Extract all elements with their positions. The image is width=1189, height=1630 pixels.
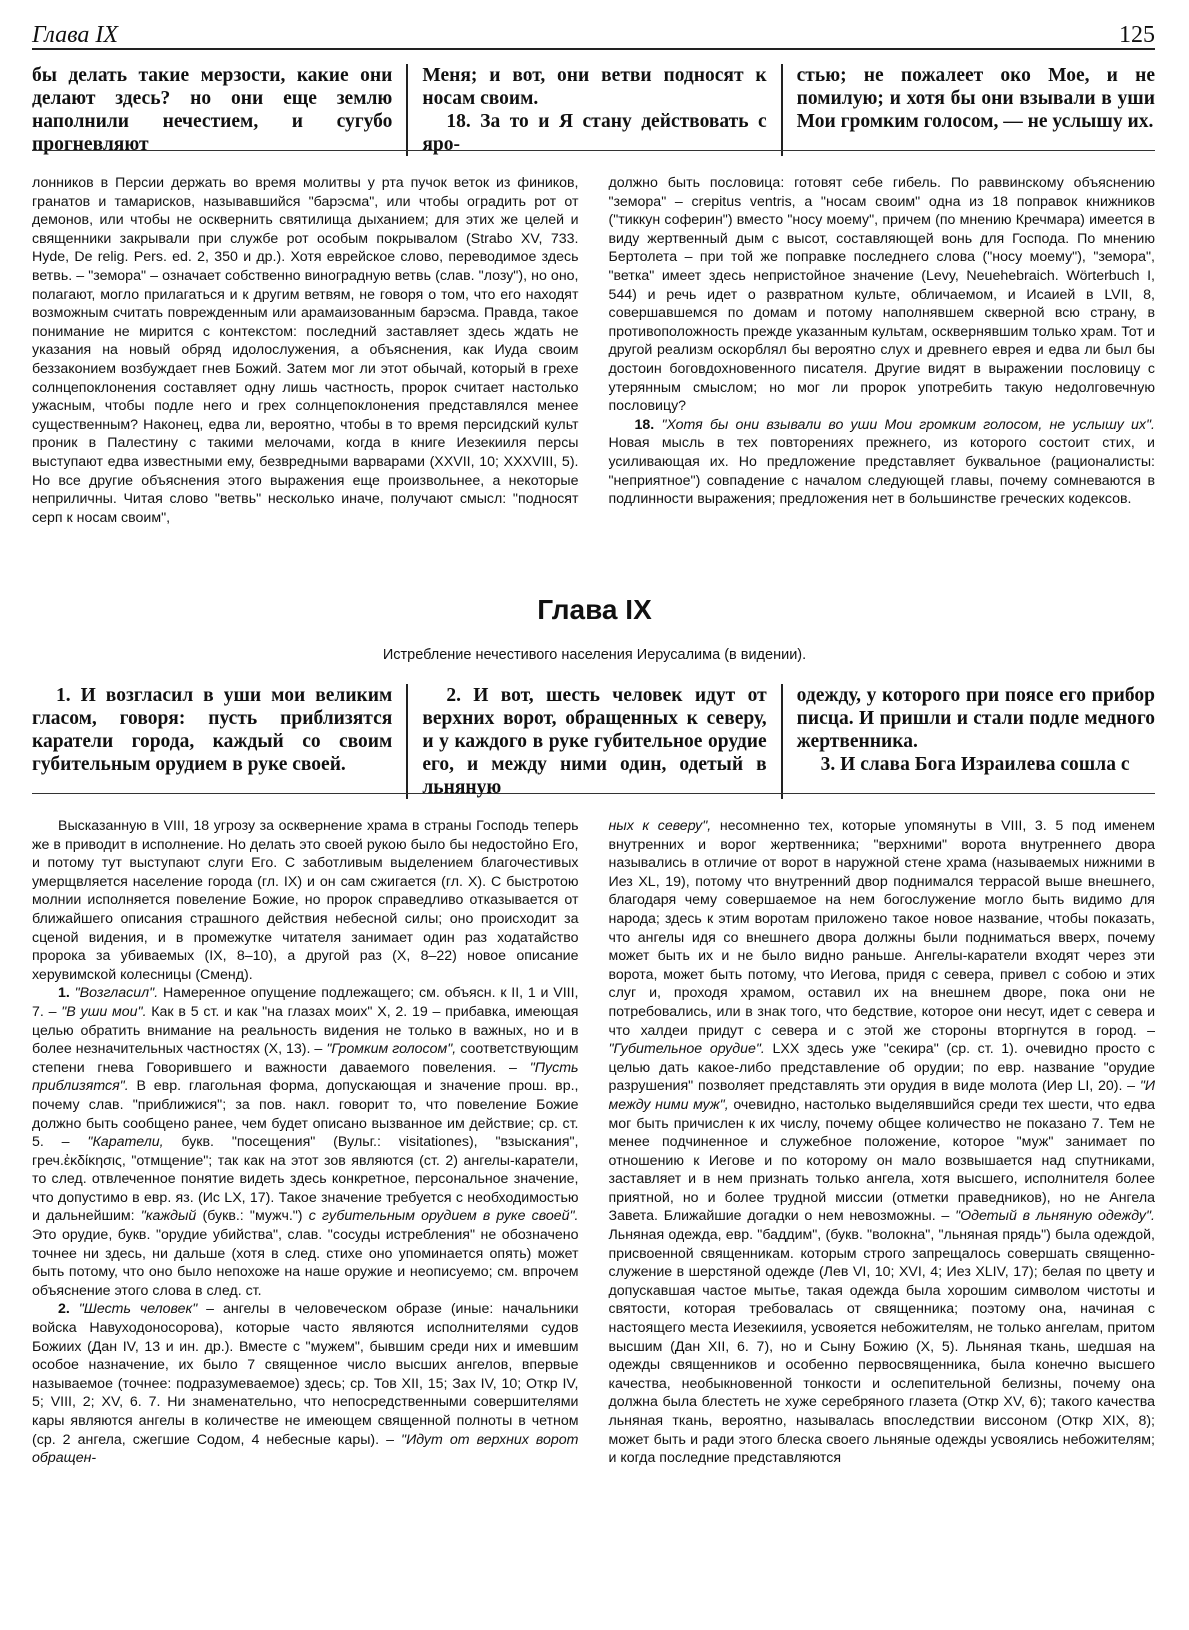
- section-divider: [32, 793, 1155, 794]
- verse-quote: "Идут от верхних ворот обращен-: [32, 1431, 579, 1467]
- verse-quote: "Пусть приблизятся".: [32, 1059, 579, 1095]
- chapter-summary: Истребление нечестивого населения Иерусалима (в видении).: [382, 647, 807, 663]
- verse-quote: "Громким голосом",: [326, 1041, 457, 1058]
- running-chapter-title: Глава IX: [32, 22, 119, 48]
- chapter-heading: Глава IX: [537, 594, 652, 625]
- scripture-fragment: бы делать такие мерзости, какие они делают здесь? но они еще землю наполнили нечестием, и сугубо прогневляют: [32, 65, 393, 155]
- verse-quote: "каждый: [140, 1208, 197, 1225]
- verse-quote: "Возгласил".: [74, 985, 159, 1002]
- scripture-fragment: Меня; и вот, они ветви подносят к носам своим.: [422, 65, 767, 109]
- scripture-text-top: [32, 64, 1155, 156]
- verse-quote: "Губительное орудие".: [608, 1041, 765, 1058]
- commentary-column-right: [609, 817, 1156, 1468]
- verse-quote: "Одетый в льняную одежду".: [955, 1208, 1155, 1225]
- commentary-text: Как в 5 ст. и как "на глазах моих" X, 2. 19 – прибавка, имеющая целью обратить внимание на реальность видения не только в важных, но и в более незначительных частностях (X, 13). –: [32, 1003, 579, 1058]
- commentary-text: Новая мысль в тех повторениях прежнего, из которого состоит стих, и усиливающая их. Но предложение представляет буквальное (рационалисты: "неприятное") совпадение с началом следующей главы, почему сомневаются в подлинности выражения; предложения нет в большинстве греческих кодексов.: [608, 435, 1155, 508]
- scripture-verse-18: 18. За то и Я стану действовать с яро-: [422, 111, 767, 155]
- scripture-text-chapter: [32, 684, 1155, 799]
- section-divider: [32, 150, 1155, 151]
- verse-quote: "Каратели,: [87, 1134, 164, 1151]
- scripture-verse-1: 1. И возгласил в уши мои великим гласом, говоря: пусть приблизятся каратели города, каждый со своим губительным орудием в руке своей.: [32, 685, 393, 775]
- commentary-text: (букв.: "мужч."): [202, 1208, 303, 1225]
- scripture-fragment: одежду, у которого при поясе его прибор писца. И пришли и стали подле медного жертвенника.: [796, 685, 1155, 752]
- commentary-paragraph: должно быть пословица: готовят себе гибель. По раввинскому объяснению "земора" – crepitus ventris, а "носам своим" одна из 18 поправок книжников ("тиккун соферин") вместо "носу моему", причем (по мнению Кречмара) имеется в виду жертвенный дым с высот, составляющей вонь для Господа. По мнению Бертолета – при той же поправке последнего слова ("носу моему"), "земора", "ветка" имеет здесь непристойное значение (Levy, Neuehebraich. Wörterbuch I, 544) и речь идет о развратном культе, обличаемом, и Исаией в LVII, 8, совершавшемся по домам и потому наполнявшем скверной всю страну, в противоположность прежде указанным культам, осквернявшим только храм. Тот и другой реализм оскорблял бы вероятно слух и древнего еврея и едва ли был бы достоин боговдохновенного писателя. Другие видят в выражении пословицу с утерянным смыслом; но мог ли пророк употребить такую недолговечную пословицу?: [608, 175, 1155, 415]
- commentary-intro: Высказанную в VIII, 18 угрозу за осквернение храма в страны Господь теперь же в приводит в исполнение. Но делать это своей рукою было бы недостойно Его, и потому тут выступают слуги Его. С заботливым выделением благочестивых умерщвляется население города (гл. IX) и он сам сжигается (гл. X). С быстротою молнии исполняется повеление Божие, но пророк справедливо отказывается от ближайшего описания страшного действия небесной силы; оно происходит за сценой видения, и в промежутке читателя занимает один раз ходатайство пророка за убиваемых (IX, 8–10), а другой раз (X, 8–22) новое описание херувимской колесницы (Сменд).: [32, 818, 579, 983]
- verse-quote: "В уши мои".: [61, 1003, 147, 1020]
- commentary-top: [32, 174, 1155, 527]
- commentary-text: – ангелы в человеческом образе (иные: начальники войска Навуходоносорова), которые часто являются исполнителями судов Божиих (Дан IV, 13 и ин. др.). Вместе с "мужем", бывшим среди них и имевшим особое назначение, их было 7 священное число высших ангелов, впервые называемое (точнее: подразумеваемое) здесь; ср. Тов XII, 15; Зах IV, 10; Откр IV, 5; VIII, 2; XV, 6. 7. Ни знаменательно, что непосредственными совершителями кары являются ангелы в количестве не имеющем священной полноты в четном (ср. 2 ангела, сжегшие Содом, 4 небесные кары). –: [32, 1301, 579, 1448]
- scripture-column-2: [406, 684, 780, 799]
- running-header: [32, 18, 1155, 50]
- commentary-text: несомненно тех, которые упомянуты в VIII, 3. 5 под именем внутренних и ворог жертвенника; "верхними" ворота внутреннего двора назывались в отличие от ворот в наружной стене храма (называемых нижними в Иез XL, 19), потому что внутренний двор поднимался террасой выше внешнего, благодаря чему совершаемое на нем богослужение могло быть видимо для народа; здесь к этим воротам приложено такое новое название, чтобы показать, что ангелы идя со внешнего двора должны были подниматься вверх, почему может быть их и не было видно раньше. Ангелы-каратели входят через эти ворота, может быть потому, что Иегова, придя с севера, привел с собою и этих слуг и, проходя храмом, оставил их на внешнем дворе, пока они не потребовались, или в знак того, что бедствие, которое они несут, идет с севера и что халдеи придут с севера и с этой же стороны вторгнутся в город. –: [608, 818, 1156, 1039]
- verse-quote: ных к северу",: [608, 818, 712, 834]
- commentary-text: соответствующим степени гнева Говорившего и важности даваемого повеления. –: [32, 1041, 579, 1076]
- commentary-column-right: [609, 174, 1156, 527]
- scripture-column-1: [32, 64, 406, 156]
- commentary-paragraph: [609, 817, 1156, 1468]
- verse-quote: "И между ними муж",: [608, 1078, 1155, 1113]
- verse-number: 1.: [58, 985, 70, 1002]
- commentary-column-left: [32, 174, 579, 527]
- commentary-text: букв. "посещения" (Вульг.: visitationes), "взыскания", греч.ἐκδίκησις, "отмщение"; так как на этот зов являются (ст. 2) ангелы-каратели, то след. отвлеченное понятие видеть здесь конкретное, персональное значение, что допустимо в евр. яз. (Ис LX, 17). Такое значение требуется с необходимостью и дальнейшим:: [32, 1134, 579, 1225]
- verse-number: 2.: [58, 1301, 70, 1318]
- commentary-text: LXX здесь уже "секира" (ср. ст. 1). очевидно просто с целью дать какое-либо представление об орудии; по евр. название "орудие разрушения" позволяет представлять эти орудия в виде молота (Иер LI, 20). –: [608, 1041, 1155, 1095]
- commentary-verse-1: [32, 984, 579, 1300]
- commentary-text: Это орудие, букв. "орудие убийства", слав. "сосуды истребления" не обозначено точнее ни здесь, ни дальше (хотя в след. стихе оно упоминается опять) может быть потому, что оно было непохоже на наше оружие и неописуемо; см. впрочем объяснение этого слова в след. ст.: [32, 1227, 579, 1299]
- verse-number: 18.: [634, 416, 655, 433]
- page-number: 125: [1119, 22, 1155, 48]
- scripture-verse-3: 3. И слава Бога Израилева сошла с: [820, 754, 1130, 775]
- commentary-paragraph: лонников в Персии держать во время молитвы у рта пучок веток из фиников, гранатов и тамарисков, называвшийся "барэсма", или чтобы оградить рот от демонов, или чтобы не осквернить святилища дыханием; для этих же целей и священники закрывали при службе рот особым покрывалом (Strabo XV, 733. Hyde, De relig. Pers. ed. 2, 350 и др.). Хотя еврейское слово, переводимое здесь ветвь. – "земора" – означает собственно виноградную ветвь (слав. "лозу"), но оно, полагают, могло прилагаться и к другим ветвям, не говоря о том, что его находят возможным считать поврежденным или арамаизованным барэсма. Правда, такое понимание не мирится с контекстом: последний заставляет здесь ждать не указания на новый обряд идолослужения, а объяснения, как Иуда своим беззаконием возбуждает гнев Божий. Затем мог ли этот обычай, который в грехе солнцепоклонения составляет одну лишь частность, пророк считает настолько ужасным, чтобы подле него и грех солнцепоклонения представлялся менее существенным? Наконец, едва ли, вероятно, чтобы в то время персидский культ проник в Палестину с такими мелочами, когда в книге Иезекииля персы выступают едва известными ему, безвредными варварами (XXVII, 10; XXXVIII, 5). Но все другие объяснения этого выражения еще произвольнее, а некоторые неприличны. Читая слово "ветвь" несколько иначе, получают смысл: "подносят серп к носам своим",: [32, 175, 579, 526]
- commentary-text: Намеренное опущение подлежащего; см. объясн. к II, 1 и VIII, 7. –: [32, 985, 579, 1020]
- scripture-column-3: [781, 64, 1155, 156]
- scripture-column-2: [406, 64, 780, 156]
- verse-quote: "Хотя бы они взывали во уши Мои громким голосом, не услышу их".: [661, 416, 1155, 433]
- scripture-verse-2: 2. И вот, шесть человек идут от верхних ворот, обращенных к северу, и у каждого в руке губительное орудие его, и между ними один, одетый в льняную: [422, 685, 767, 798]
- scripture-column-3: [781, 684, 1155, 799]
- verse-quote: "Шесть человек": [78, 1301, 198, 1318]
- scripture-column-1: [32, 684, 406, 799]
- commentary-text: Льняная одежда, евр. "баддим", (букв. "волокна", "льняная прядь") была одеждой, присвоенной священникам. которым строго запрещалось совершать священно-служение в шерстяной одежде (Лев VI, 10; XVI, 4; Иез XLIV, 17); белая по цвету и допускавшая частое мытье, такая одежда была хорошим символом чистоты и святости, которая требовалась от священника; поэтому она, начиная с настоящего места Иезекииля, усвояется небожителям, не только ангелам, притом высшим (Дан XII, 6. 7), но и Сыну Божию (X, 5). Льняная ткань, шедшая на одежды священников и особенно первосвященника, была конечно высшего качества, необыкновенной тонкости и ослепительной белизны, почему она должна была блестеть не хуже серебряного глазета (Откр XV, 6); такого качества льняная ткань, вероятно, называлась впоследствии виссоном (Откр XIX, 8); может быть и ради этого блеска своего льняные одежды усвоялись небожителям; и когда последние представляются: [608, 1227, 1155, 1467]
- commentary-column-left: [32, 817, 579, 1468]
- commentary-verse-2: [32, 1300, 579, 1467]
- commentary-text: В евр. глагольная форма, допускающая и значение прош. вр., почему слав. "приближися"; за пов. накл. говорит то, что повеление Божие должно быть сообщено ранее, чем будет описано вызванное им действие; ср. ст. 5. –: [32, 1078, 579, 1151]
- commentary-bottom: [32, 817, 1155, 1468]
- commentary-verse-18: [609, 416, 1156, 509]
- commentary-text: очевидно, настолько выделявшийся среди тех шести, что едва мог быть причислен к их числу, почему общее количество не показано 7. Тем не менее подчиненное и служебное положение, которое "муж" занимает по отношению к Иегове и по которому он мало возвышается над спутниками, заставляет и в нем признать только ангела, хотя высшего, исполнителя более приятной, но и более трудной миссии (отметки праведников), но не Ангела Завета. Ближайшие догадки о нем невозможны. –: [608, 1096, 1155, 1225]
- scripture-fragment: стью; не пожалеет око Мое, и не помилую; и хотя бы они взывали в уши Мои громким голосом, — не услышу их.: [796, 65, 1155, 132]
- verse-quote: с губительным орудием в руке своей".: [308, 1208, 579, 1225]
